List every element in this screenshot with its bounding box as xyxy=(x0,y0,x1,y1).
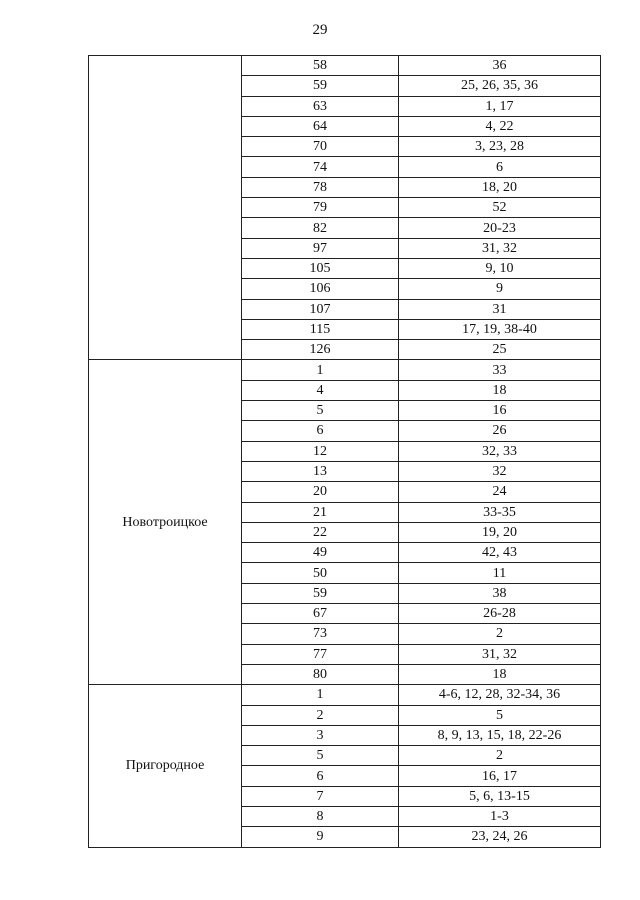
plot-numbers-cell: 4, 22 xyxy=(399,116,601,136)
block-number-cell: 8 xyxy=(242,806,399,826)
block-number-cell: 3 xyxy=(242,725,399,745)
block-number-cell: 97 xyxy=(242,238,399,258)
block-number-cell: 64 xyxy=(242,116,399,136)
plot-numbers-cell: 6 xyxy=(399,157,601,177)
plot-numbers-cell: 16, 17 xyxy=(399,766,601,786)
block-number-cell: 1 xyxy=(242,360,399,380)
plot-numbers-cell: 25 xyxy=(399,340,601,360)
table-row xyxy=(89,685,601,705)
block-number-cell: 22 xyxy=(242,522,399,542)
block-number-cell: 1 xyxy=(242,685,399,705)
block-number-cell: 82 xyxy=(242,218,399,238)
locality-cell xyxy=(89,56,242,360)
plot-numbers-cell: 16 xyxy=(399,401,601,421)
block-number-cell: 7 xyxy=(242,786,399,806)
block-number-cell: 59 xyxy=(242,583,399,603)
plot-numbers-cell: 36 xyxy=(399,56,601,76)
block-number-cell: 77 xyxy=(242,644,399,664)
block-number-cell: 59 xyxy=(242,76,399,96)
plot-numbers-cell: 31, 32 xyxy=(399,644,601,664)
block-number-cell: 115 xyxy=(242,319,399,339)
block-number-cell: 6 xyxy=(242,766,399,786)
block-number-cell: 50 xyxy=(242,563,399,583)
table-row xyxy=(89,56,601,76)
block-number-cell: 20 xyxy=(242,482,399,502)
block-number-cell: 79 xyxy=(242,198,399,218)
block-number-cell: 126 xyxy=(242,340,399,360)
block-number-cell: 105 xyxy=(242,258,399,278)
plot-numbers-cell: 17, 19, 38-40 xyxy=(399,319,601,339)
plot-numbers-cell: 18 xyxy=(399,380,601,400)
plot-numbers-cell: 38 xyxy=(399,583,601,603)
plot-numbers-cell: 4-6, 12, 28, 32-34, 36 xyxy=(399,685,601,705)
plot-numbers-cell: 23, 24, 26 xyxy=(399,827,601,847)
locality-cell: Пригородное xyxy=(89,685,242,847)
plot-numbers-cell: 19, 20 xyxy=(399,522,601,542)
plot-numbers-cell: 5 xyxy=(399,705,601,725)
block-number-cell: 80 xyxy=(242,664,399,684)
plot-numbers-cell: 33-35 xyxy=(399,502,601,522)
plot-numbers-cell: 18, 20 xyxy=(399,177,601,197)
table-body xyxy=(89,56,601,848)
plot-numbers-cell: 31, 32 xyxy=(399,238,601,258)
block-number-cell: 73 xyxy=(242,624,399,644)
block-number-cell: 67 xyxy=(242,604,399,624)
plot-numbers-cell: 52 xyxy=(399,198,601,218)
table-row xyxy=(89,360,601,380)
block-number-cell: 63 xyxy=(242,96,399,116)
plot-numbers-cell: 18 xyxy=(399,664,601,684)
plot-numbers-cell: 11 xyxy=(399,563,601,583)
block-number-cell: 49 xyxy=(242,543,399,563)
plot-numbers-cell: 9 xyxy=(399,279,601,299)
plot-numbers-cell: 24 xyxy=(399,482,601,502)
plot-numbers-cell: 2 xyxy=(399,624,601,644)
block-number-cell: 12 xyxy=(242,441,399,461)
block-number-cell: 70 xyxy=(242,137,399,157)
plot-numbers-cell: 9, 10 xyxy=(399,258,601,278)
locality-cell: Новотроицкое xyxy=(89,360,242,685)
plot-numbers-cell: 8, 9, 13, 15, 18, 22-26 xyxy=(399,725,601,745)
plot-numbers-cell: 1, 17 xyxy=(399,96,601,116)
block-number-cell: 5 xyxy=(242,401,399,421)
plot-numbers-cell: 42, 43 xyxy=(399,543,601,563)
document-table xyxy=(88,55,601,848)
plot-numbers-cell: 25, 26, 35, 36 xyxy=(399,76,601,96)
plot-numbers-cell: 3, 23, 28 xyxy=(399,137,601,157)
block-number-cell: 58 xyxy=(242,56,399,76)
block-number-cell: 13 xyxy=(242,461,399,481)
plot-numbers-cell: 26-28 xyxy=(399,604,601,624)
block-number-cell: 6 xyxy=(242,421,399,441)
block-number-cell: 4 xyxy=(242,380,399,400)
plot-numbers-cell: 33 xyxy=(399,360,601,380)
page-number: 29 xyxy=(312,22,328,38)
plot-numbers-cell: 32 xyxy=(399,461,601,481)
plot-numbers-cell: 20-23 xyxy=(399,218,601,238)
block-number-cell: 78 xyxy=(242,177,399,197)
plot-numbers-cell: 5, 6, 13-15 xyxy=(399,786,601,806)
plot-numbers-cell: 32, 33 xyxy=(399,441,601,461)
block-number-cell: 74 xyxy=(242,157,399,177)
plot-numbers-cell: 31 xyxy=(399,299,601,319)
plot-numbers-cell: 1-3 xyxy=(399,806,601,826)
plot-numbers-cell: 26 xyxy=(399,421,601,441)
plot-numbers-cell: 2 xyxy=(399,746,601,766)
block-number-cell: 2 xyxy=(242,705,399,725)
block-number-cell: 21 xyxy=(242,502,399,522)
block-number-cell: 9 xyxy=(242,827,399,847)
block-number-cell: 106 xyxy=(242,279,399,299)
block-number-cell: 5 xyxy=(242,746,399,766)
block-number-cell: 107 xyxy=(242,299,399,319)
